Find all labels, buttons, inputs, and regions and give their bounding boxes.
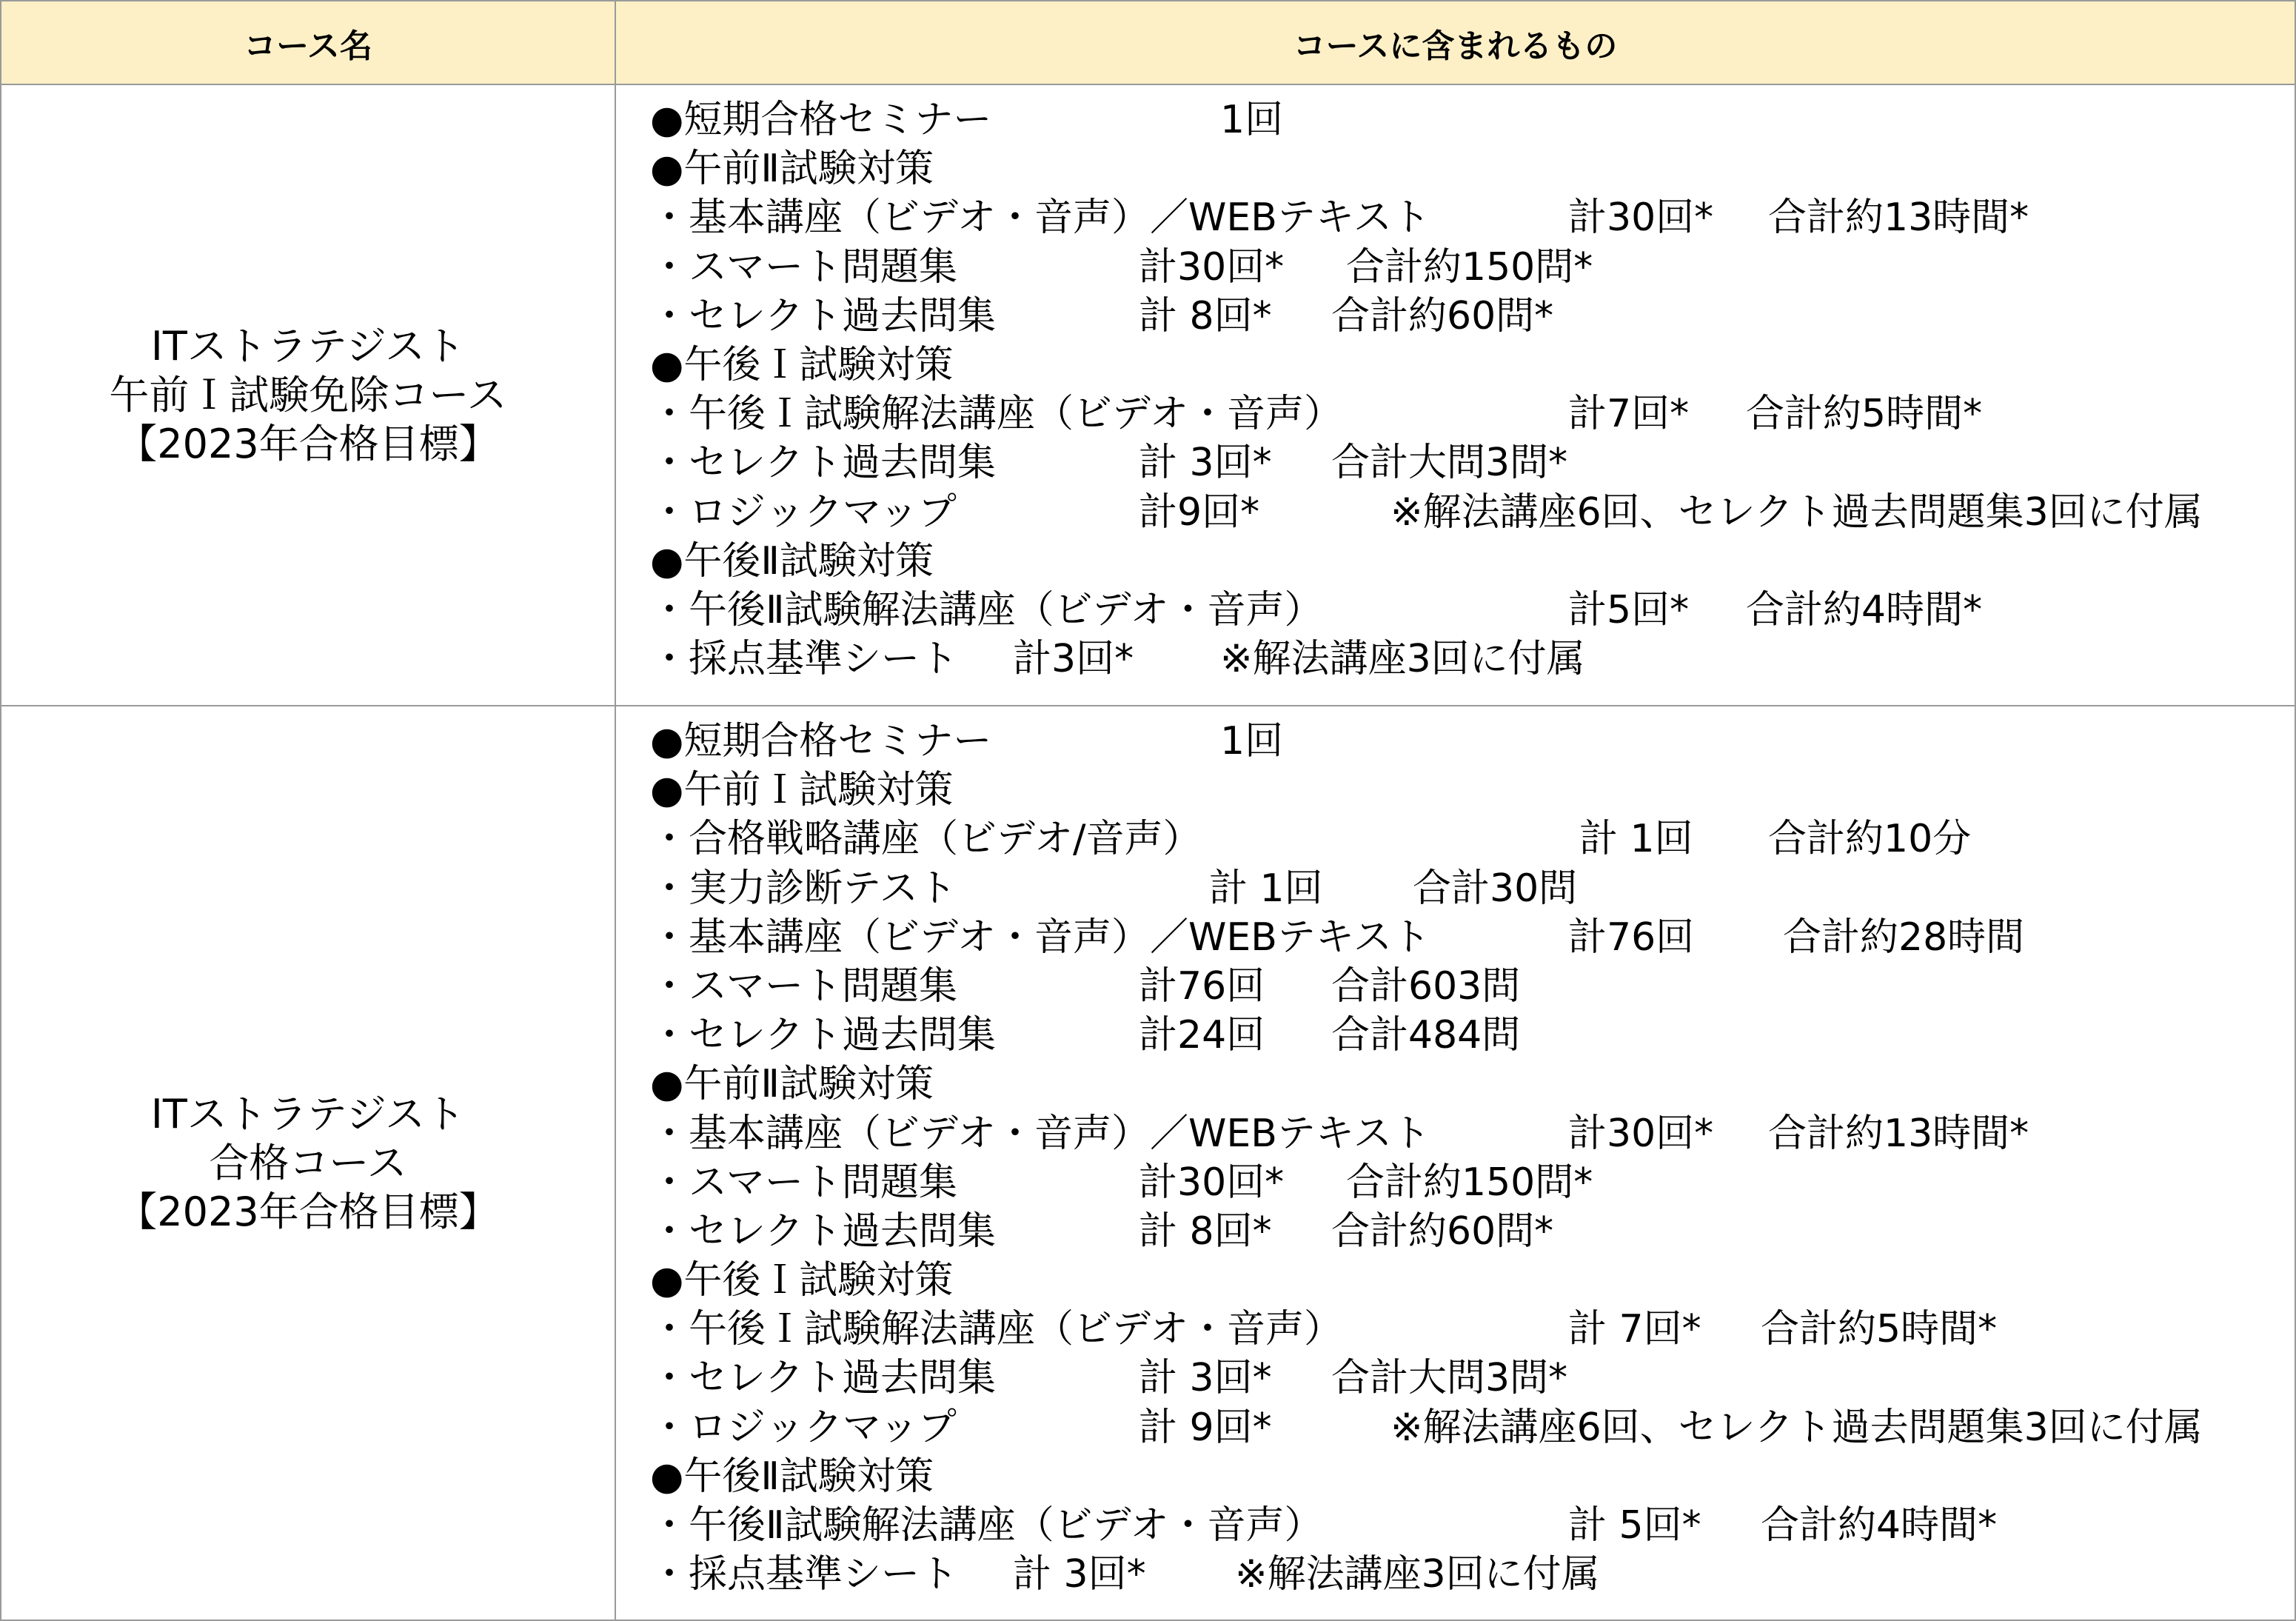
header-course-contents: コースに含まれるもの [615, 1, 2295, 84]
list-item [650, 864, 2295, 913]
item-detail: 計24回 [1139, 1013, 1265, 1058]
item-label: ●午前Ⅱ試験対策 [650, 1062, 934, 1107]
list-item [650, 586, 2295, 635]
list-item [650, 144, 2295, 193]
item-detail: 計 7回* [1568, 1307, 1701, 1352]
item-detail: 計76回 [1568, 915, 1695, 960]
item-label: ・スマート問題集 [650, 963, 957, 1009]
item-label: ・基本講座（ビデオ・音声）／WEBテキスト [650, 915, 1430, 960]
item-detail: 計 8回* [1139, 1209, 1272, 1254]
list-item [650, 1109, 2295, 1158]
course-name-line: 午前Ｉ試験免除コース [109, 371, 507, 418]
item-detail: 計 3回* [1139, 1356, 1272, 1401]
item-detail: 合計約150問* [1346, 244, 1593, 290]
list-item [650, 815, 2295, 863]
item-detail: 計30回* [1568, 195, 1714, 241]
item-label: ・セレクト過去問集 [650, 1356, 996, 1401]
item-label: ●短期合格セミナー [650, 98, 992, 142]
item-detail: 計30回* [1568, 1111, 1714, 1156]
course-name-line: ITストラテジスト [150, 322, 466, 370]
item-label: ・午後Ⅱ試験解法講座（ビデオ・音声） [650, 1503, 1323, 1548]
list-item [650, 766, 2295, 815]
item-detail: 計 3回* [1139, 441, 1272, 486]
item-label: ・セレクト過去問集 [650, 293, 996, 338]
item-label: ・ロジックマップ [650, 1405, 957, 1450]
list-item [650, 913, 2295, 962]
item-label: ・ロジックマップ [650, 489, 957, 535]
list-item [650, 1207, 2295, 1256]
item-detail: 合計約4時間* [1761, 1503, 1998, 1548]
course-name-line: 【2023年合格目標】 [117, 1188, 499, 1235]
item-detail: 合計約150問* [1346, 1160, 1593, 1205]
course-contents-cell [615, 84, 2295, 706]
item-detail: 計5回* [1568, 587, 1690, 632]
list-item [650, 1403, 2295, 1452]
item-label: ●午後Ｉ試験対策 [650, 342, 954, 387]
item-detail: 計 5回* [1568, 1503, 1701, 1548]
list-item [650, 1501, 2295, 1550]
item-label: ・合格戦略講座（ビデオ/音声） [650, 817, 1202, 862]
item-detail: 合計484問 [1331, 1013, 1521, 1058]
course-contents-cell [615, 706, 2295, 1620]
item-detail: 計30回* [1139, 244, 1285, 290]
course-name-cell [1, 706, 615, 1620]
item-detail: 計3回* [1013, 637, 1134, 682]
list-item [650, 96, 2295, 144]
item-label: ・午後Ｉ試験解法講座（ビデオ・音声） [650, 1307, 1342, 1352]
item-detail: 計 8回* [1139, 293, 1272, 338]
item-label: ・セレクト過去問集 [650, 1209, 996, 1254]
item-detail: 計 1回 [1579, 817, 1693, 862]
item-detail: 合計約4時間* [1746, 587, 1983, 632]
item-label: ・午後Ⅱ試験解法講座（ビデオ・音声） [650, 587, 1323, 632]
item-detail: 合計約28時間 [1783, 915, 2025, 960]
list-item [650, 341, 2295, 390]
item-label: ・基本講座（ビデオ・音声）／WEBテキスト [650, 195, 1430, 241]
list-item [650, 1550, 2295, 1599]
item-detail: ※解法講座6回、セレクト過去問題集3回に付属 [1390, 489, 2203, 535]
item-detail: 合計30問 [1413, 866, 1578, 911]
item-label: ●午前Ｉ試験対策 [650, 768, 954, 813]
item-label: ・採点基準シート [650, 1552, 959, 1597]
item-label: ・スマート問題集 [650, 1160, 957, 1205]
item-detail: 合計大問3問* [1331, 441, 1568, 486]
list-item [650, 292, 2295, 341]
item-detail: 合計約13時間* [1768, 1111, 2029, 1156]
table-row [1, 84, 2295, 706]
item-detail: ※解法講座3回に付属 [1235, 1552, 1600, 1597]
item-label: ・セレクト過去問集 [650, 441, 996, 486]
list-item [650, 1060, 2295, 1109]
item-label: ●午後Ｉ試験対策 [650, 1258, 954, 1303]
table-header-row [1, 1, 2295, 84]
item-label: ・セレクト過去問集 [650, 1013, 996, 1058]
item-detail: 計30回* [1139, 1160, 1285, 1205]
list-item [650, 1158, 2295, 1207]
item-detail: 1回 [1220, 719, 1284, 763]
item-detail: 合計約60問* [1331, 293, 1554, 338]
list-item [650, 243, 2295, 292]
item-label: ・採点基準シート [650, 637, 959, 682]
list-item [650, 193, 2295, 242]
item-detail: 合計約60問* [1331, 1209, 1554, 1254]
item-detail: 計 1回 [1209, 866, 1323, 911]
item-detail: 1回 [1220, 98, 1284, 142]
item-label: ・基本講座（ビデオ・音声）／WEBテキスト [650, 1111, 1430, 1156]
item-detail: 計 3回* [1013, 1552, 1146, 1597]
list-item [650, 488, 2295, 537]
item-detail: 計 9回* [1139, 1405, 1272, 1450]
item-detail: ※解法講座6回、セレクト過去問題集3回に付属 [1390, 1405, 2203, 1450]
item-detail: 合計約10分 [1768, 817, 1972, 862]
course-name-cell [1, 84, 615, 706]
item-label: ・午後Ｉ試験解法講座（ビデオ・音声） [650, 392, 1342, 437]
list-item [650, 438, 2295, 487]
item-detail: 合計603問 [1331, 963, 1521, 1009]
item-label: ●短期合格セミナー [650, 719, 992, 763]
list-item [650, 390, 2295, 438]
item-detail: 合計約13時間* [1768, 195, 2029, 241]
list-item [650, 1256, 2295, 1305]
item-detail: 合計大問3問* [1331, 1356, 1568, 1401]
item-label: ●午後Ⅱ試験対策 [650, 1454, 934, 1499]
course-name-line: 合格コース [209, 1139, 407, 1186]
item-detail: 合計約5時間* [1746, 392, 1983, 437]
list-item [650, 537, 2295, 586]
table-row [1, 706, 2295, 1620]
item-detail: 計76回 [1139, 963, 1265, 1009]
course-name-line: ITストラテジスト [150, 1090, 466, 1137]
list-item [650, 1011, 2295, 1060]
course-name-line: 【2023年合格目標】 [117, 420, 499, 467]
header-course-name: コース名 [1, 1, 615, 84]
list-item [650, 1305, 2295, 1354]
item-label: ●午前Ⅱ試験対策 [650, 147, 934, 192]
list-item [650, 1452, 2295, 1501]
item-detail: ※解法講座3回に付属 [1220, 637, 1585, 682]
item-detail: 計7回* [1568, 392, 1690, 437]
item-detail: 計9回* [1139, 489, 1260, 535]
list-item [650, 717, 2295, 766]
list-item [650, 1354, 2295, 1403]
item-label: ●午後Ⅱ試験対策 [650, 538, 934, 584]
item-detail: 合計約5時間* [1761, 1307, 1998, 1352]
item-label: ・スマート問題集 [650, 244, 957, 290]
list-item [650, 635, 2295, 684]
item-label: ・実力診断テスト [650, 866, 957, 911]
list-item [650, 962, 2295, 1011]
